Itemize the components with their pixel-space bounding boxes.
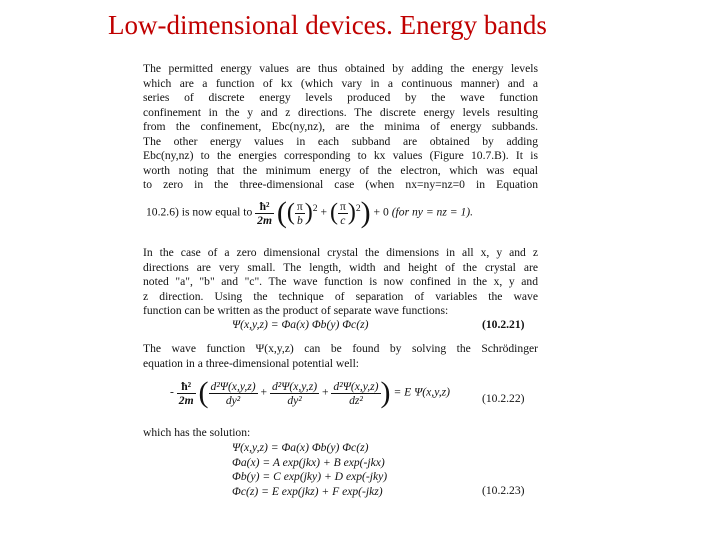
open-paren: ( [276, 196, 287, 229]
fraction-pi-c [338, 200, 348, 227]
term-z [331, 380, 380, 407]
paragraph-schrodinger [143, 342, 538, 371]
text-line: from the confinement, Ebc(ny,nz), are the minima of energy subbands. [143, 120, 538, 133]
text-line: The other energy values in each subband are obtained by adding [143, 134, 538, 148]
equation-number-10-2-23: (10.2.23) [482, 484, 525, 497]
text-line: The permitted energy values are thus obtained by adding the energy levels [143, 62, 538, 75]
text-line: equation in a three-dimensional potential well: [143, 356, 360, 370]
numerator: ħ² [177, 380, 196, 394]
denominator: dz² [349, 393, 363, 407]
text-line: z direction. Using the technique of separation of variables the wave [143, 289, 538, 303]
paragraph-zero-dimensional [143, 246, 538, 319]
numerator: d²Ψ(x,y,z) [333, 379, 379, 393]
minus-sign: - [170, 385, 174, 399]
close-paren: ) [380, 376, 391, 409]
close-paren-inner: ) [304, 199, 313, 226]
term-x [209, 380, 258, 407]
fraction-hbar-2m [177, 380, 196, 407]
paragraph-solution-intro: which has the solution: [143, 426, 251, 439]
open-paren-inner: ( [286, 199, 295, 226]
text-line: series of discrete energy levels produced by the wave function [143, 91, 538, 104]
solution-line: Φb(y) = C exp(jky) + D exp(-jky) [232, 470, 388, 483]
denominator: dy² [287, 393, 302, 407]
text-line: In the case of a zero dimensional crystal the dimensions in all x, y and z [143, 246, 538, 259]
numerator: π [339, 199, 346, 213]
numerator: ħ² [255, 200, 274, 214]
denominator: dy² [225, 393, 241, 407]
open-paren: ( [198, 376, 209, 409]
equation-number-10-2-22: (10.2.22) [482, 392, 525, 405]
right-hand-side: = E Ψ(x,y,z) [393, 385, 450, 399]
text-line: noted "a", "b" and "c". The wave function is now confined in the x, y and [143, 275, 538, 288]
equation-10-2-21: Ψ(x,y,z) = Φa(x) Φb(y) Φc(z) [232, 318, 369, 331]
open-paren-inner: ( [329, 199, 338, 226]
solution-line: Φc(z) = E exp(jkz) + F exp(-jkz) [232, 484, 383, 498]
numerator: d²Ψ(x,y,z) [271, 379, 318, 393]
fraction-pi-b [295, 200, 305, 227]
close-paren-inner: ) [347, 199, 356, 226]
solution-line: Φa(x) = A exp(jkx) + B exp(-jkx) [232, 455, 385, 469]
equation-minimum-energy: 10.2.6) is now equal to $\frac{\text{ħ²}}{2m}$ (( $\frac{\pi}{b}$ )$^2$ + ( $\frac{\pi}{c}$ )$^2$) + 0 (for ny = nz = 1). [146, 196, 474, 229]
condition-text: (for ny = nz = 1). [391, 205, 474, 219]
denominator: c [340, 213, 346, 227]
text-line: function can be written as the product of separate wave functions: [143, 304, 449, 317]
equation-prefix: 10.2.6) is now equal to [146, 205, 253, 219]
denominator: 2m [257, 213, 272, 227]
equation-10-2-22: - $\frac{\text{ħ²}}{2m}$ ( $\frac{\text{d²Ψ(x,y,z)}}{\text{dy²}}$ + $\frac{\text{d²Ψ(x,y,z)}}{\text{dy²}}$ + $\frac{\text{d²Ψ(x,y,z)}}{\text{dz²}}$ ) = E Ψ(x,y,z) [170, 376, 450, 409]
text-line: to zero in the three-dimensional case (when nx=ny=nz=0 in Equation [143, 178, 538, 191]
close-paren: ) [360, 196, 371, 229]
solution-line: Ψ(x,y,z) = Φa(x) Φb(y) Φc(z) [232, 441, 369, 454]
plus-zero: + 0 [373, 205, 389, 219]
slide-title: Low-dimensional devices. Energy bands [108, 10, 547, 40]
denominator: 2m [178, 393, 194, 407]
numerator: d²Ψ(x,y,z) [210, 379, 256, 393]
denominator: b [296, 213, 303, 227]
equation-number-10-2-21: (10.2.21) [482, 318, 525, 331]
text-line: Ebc(ny,nz) to the energies corresponding to kx values (Figure 10.7.B). It is [143, 149, 538, 162]
text-line: which are a function of kx (which vary in a continuous manner) and a [143, 76, 538, 90]
text-line: confinement in the y and z directions. The discrete energy levels resulting [143, 105, 538, 119]
text-line: directions are very small. The length, width and height of the crystal are [143, 260, 538, 274]
fraction-hbar-2m [255, 200, 274, 227]
term-y [270, 380, 319, 407]
paragraph-energy-levels [143, 62, 538, 193]
numerator: π [296, 199, 303, 213]
plus-sign: + [320, 205, 328, 219]
text-line: The wave function Ψ(x,y,z) can be found by solving the Schrödinger [143, 342, 538, 355]
solution-system [232, 441, 387, 499]
text-line: worth noting that the minimum energy of the electron, which was equal [143, 163, 538, 177]
